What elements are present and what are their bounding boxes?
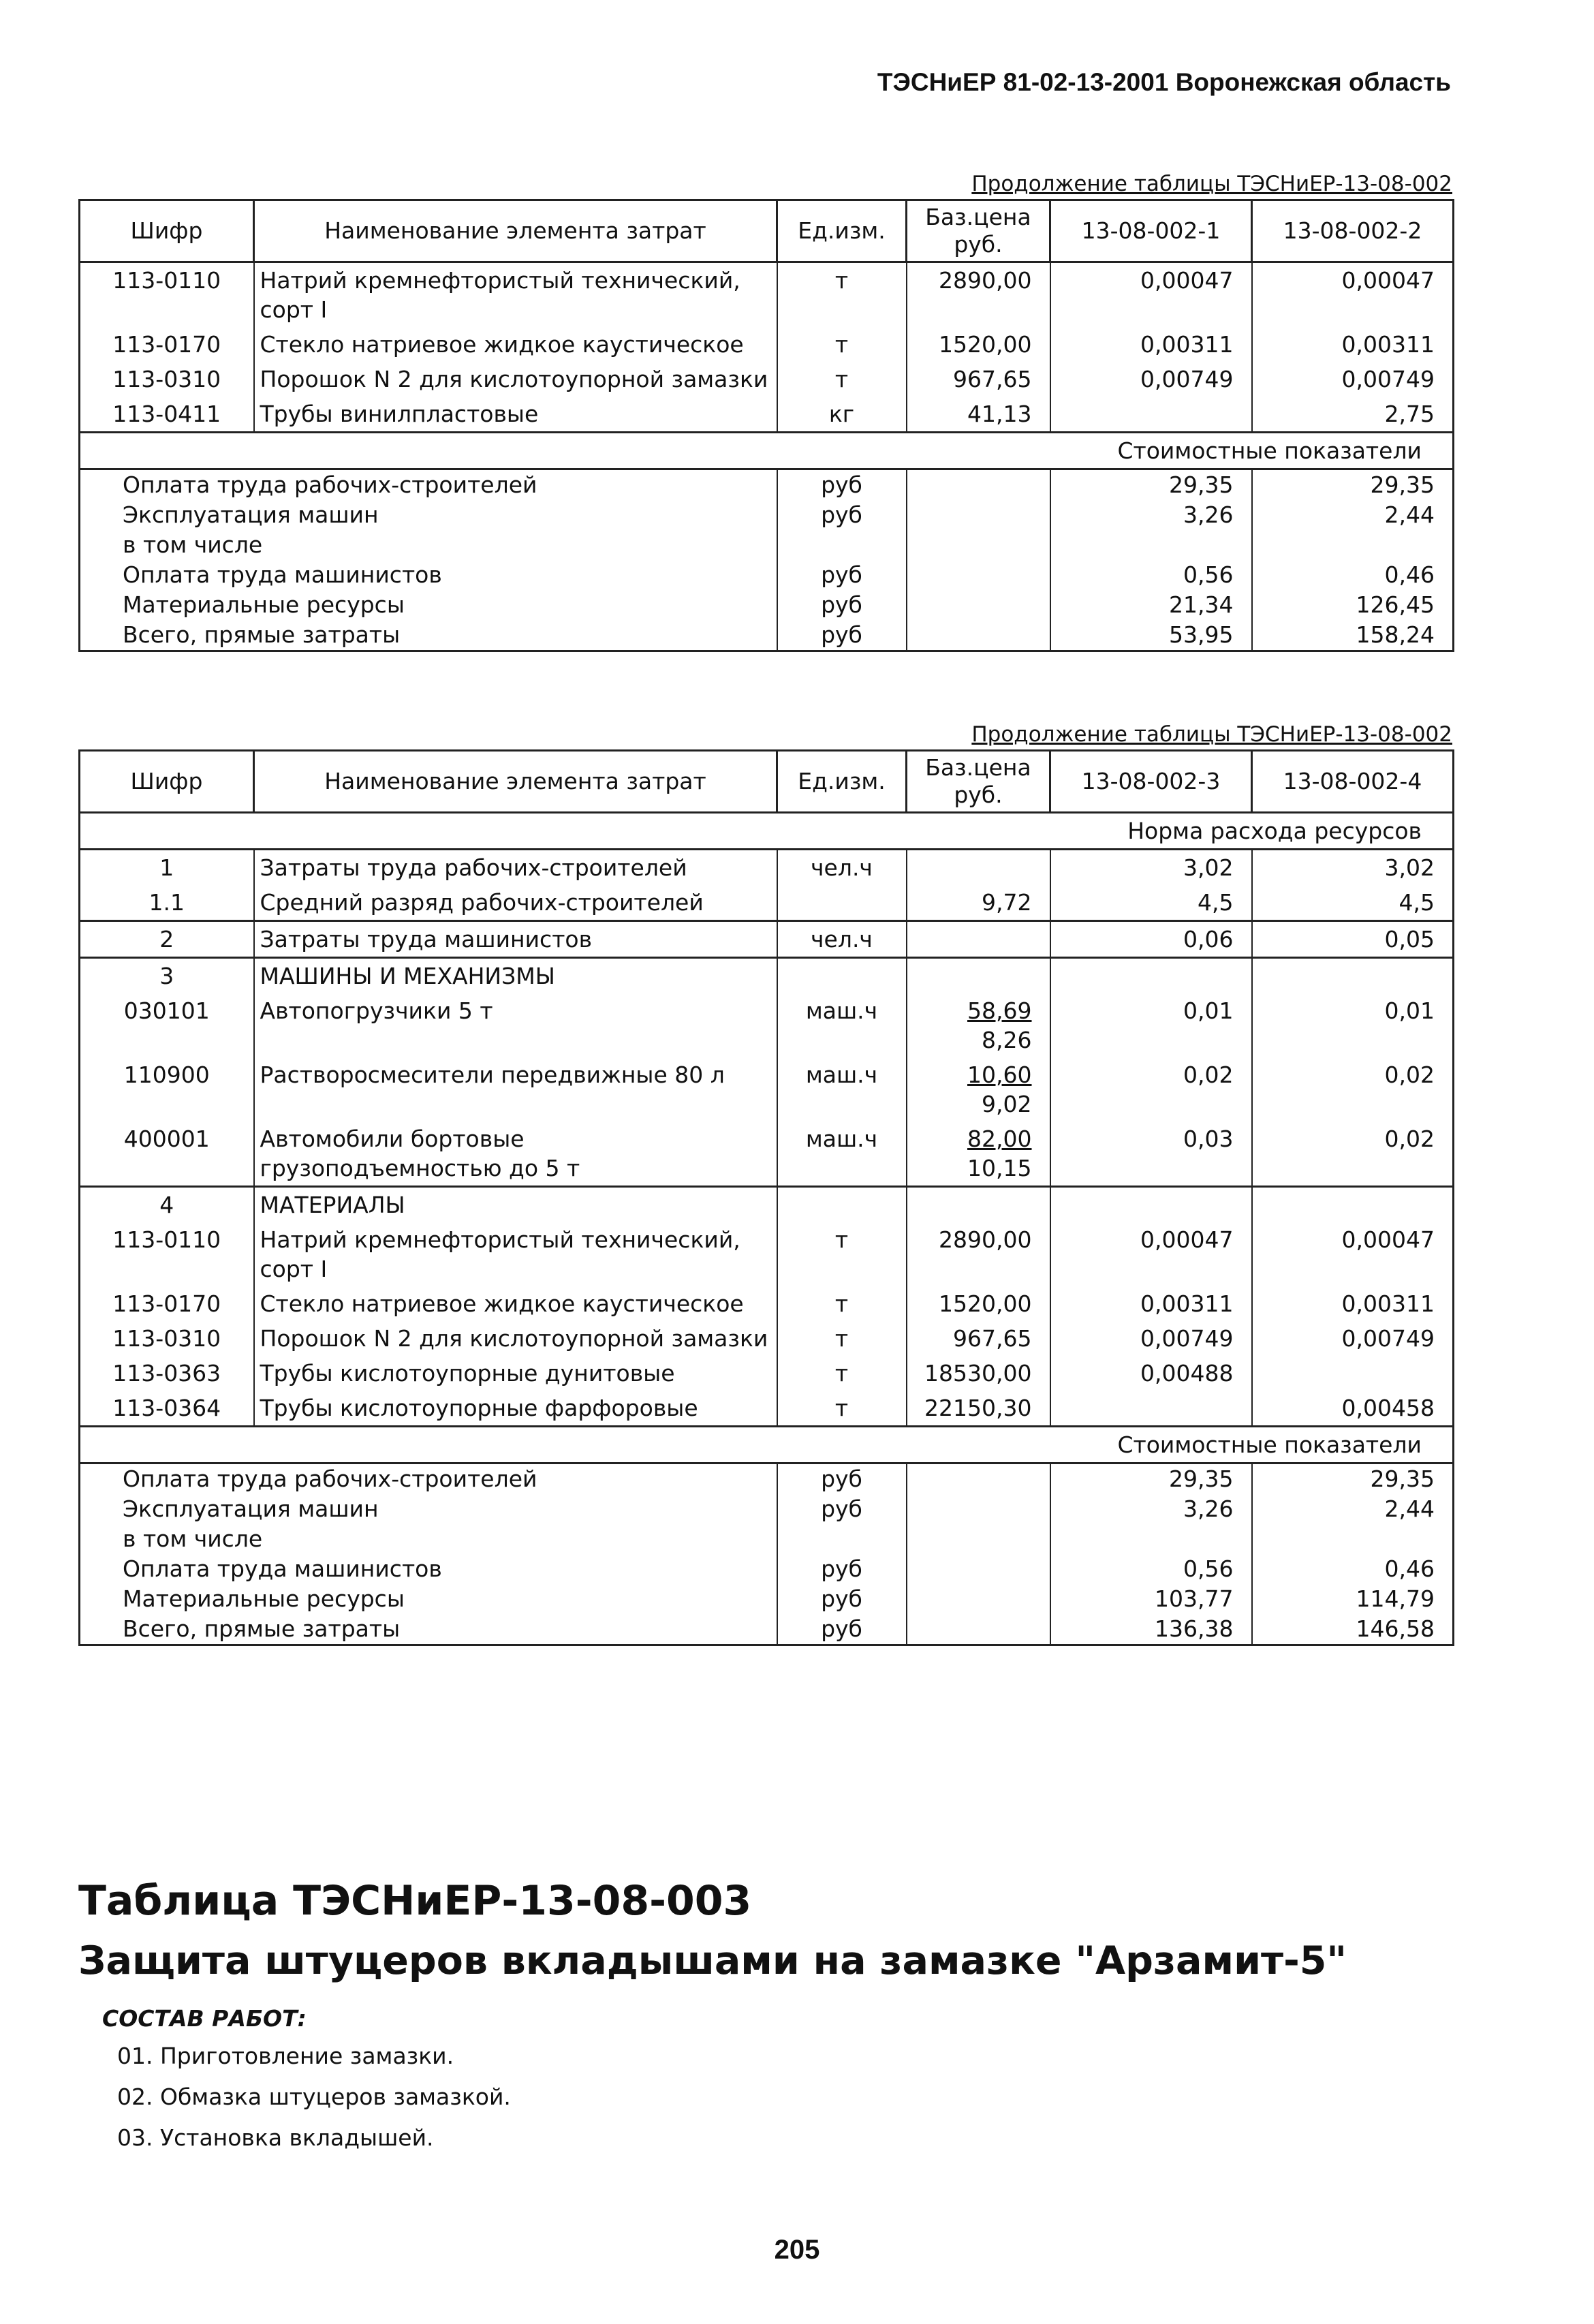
table-row — [80, 1121, 1454, 1187]
cell-code: 113-0363 — [112, 1360, 221, 1386]
column-header-unit: Ед.изм. — [777, 200, 907, 262]
cell-cost-label: Оплата труда рабочих-строителей — [123, 1466, 537, 1492]
cell-code: 400001 — [123, 1126, 210, 1152]
table-row — [80, 850, 1454, 886]
cell-name: МАТЕРИАЛЫ — [254, 1187, 777, 1223]
cell-price — [907, 530, 1050, 560]
cell-name: Натрий кремнефтористый технический, сорт I — [254, 1222, 777, 1286]
cell-unit: т — [777, 262, 907, 328]
cell-unit: маш.ч — [777, 1057, 907, 1121]
norm-heading — [80, 813, 1454, 850]
cell-code: 1 — [159, 854, 174, 881]
cell-unit — [777, 1524, 907, 1554]
cell-price: 22150,30 — [907, 1391, 1050, 1427]
cell-cost-a: 3,26 — [1050, 500, 1252, 530]
table-row — [80, 1391, 1454, 1427]
cell-norm-b — [1252, 1187, 1454, 1223]
cell-norm-a: 0,00311 — [1050, 1286, 1252, 1321]
cell-unit — [777, 958, 907, 994]
cell-norm-b: 0,00047 — [1252, 262, 1454, 328]
cell-name: Автомобили бортовые грузоподъемностью до 5 т — [254, 1121, 777, 1187]
column-header-norm-a: 13-08-002-1 — [1050, 200, 1252, 262]
cell-norm-a: 0,00488 — [1050, 1356, 1252, 1391]
cell-cost-a: 21,34 — [1050, 590, 1252, 620]
works-list-item: 01. Приготовление замазки. — [117, 2043, 454, 2069]
column-header-unit: Ед.изм. — [777, 751, 907, 813]
cell-price: 9,72 — [907, 885, 1050, 921]
cell-norm-b: 4,5 — [1252, 885, 1454, 921]
cell-price: 967,65 — [907, 362, 1050, 397]
cell-cost-b: 126,45 — [1252, 590, 1454, 620]
cell-price: 1520,00 — [907, 1286, 1050, 1321]
cell-norm-a: 4,5 — [1050, 885, 1252, 921]
cell-norm-a — [1050, 1391, 1252, 1427]
cell-cost-a: 53,95 — [1050, 620, 1252, 651]
table-row — [80, 397, 1454, 433]
cell-norm-a: 0,00749 — [1050, 1321, 1252, 1356]
cell-cost-label: в том числе — [123, 531, 263, 558]
table-row — [80, 885, 1454, 921]
works-list — [117, 2036, 511, 2158]
cell-unit: руб — [777, 1463, 907, 1495]
cell-unit: руб — [777, 560, 907, 590]
cell-unit: руб — [777, 1584, 907, 1614]
cost-row — [80, 500, 1454, 530]
cell-cost-b: 0,46 — [1252, 1554, 1454, 1584]
cell-unit: т — [777, 1391, 907, 1427]
cell-unit: маш.ч — [777, 1121, 907, 1187]
works-list-item: 02. Обмазка штуцеров замазкой. — [117, 2083, 511, 2110]
table-13-08-002-part1 — [78, 199, 1454, 652]
cell-cost-label: Материальные ресурсы — [123, 1585, 405, 1612]
cost-row — [80, 1524, 1454, 1554]
cell-name: Стекло натриевое жидкое каустическое — [254, 1286, 777, 1321]
works-composition-title: СОСТАВ РАБОТ: — [102, 2005, 307, 2032]
cost-heading-label: Стоимостные показатели — [80, 433, 1454, 469]
cell-code: 113-0411 — [112, 401, 221, 427]
cell-unit: руб — [777, 590, 907, 620]
cell-norm-b: 0,00458 — [1252, 1391, 1454, 1427]
cell-name: Натрий кремнефтористый технический, сорт I — [254, 262, 777, 328]
cell-price — [907, 1187, 1050, 1223]
cell-cost-b: 29,35 — [1252, 469, 1454, 501]
cell-code: 113-0110 — [112, 267, 221, 294]
table-header-row — [80, 751, 1454, 813]
cell-cost-b: 0,46 — [1252, 560, 1454, 590]
table-row — [80, 1222, 1454, 1286]
column-header-name: Наименование элемента затрат — [254, 751, 777, 813]
column-header-name: Наименование элемента затрат — [254, 200, 777, 262]
works-list-item: 03. Установка вкладышей. — [117, 2124, 434, 2151]
page-number: 205 — [774, 2235, 820, 2265]
cell-norm-b: 2,75 — [1252, 397, 1454, 433]
cost-heading — [80, 433, 1454, 469]
cell-cost-label: Оплата труда рабочих-строителей — [123, 471, 537, 498]
section-table-subtitle: Защита штуцеров вкладышами на замазке "Арзамит-5" — [78, 1938, 1347, 1983]
cell-cost-b — [1252, 1524, 1454, 1554]
table-row — [80, 1286, 1454, 1321]
cell-code: 2 — [159, 926, 174, 952]
cell-norm-b: 0,02 — [1252, 1121, 1454, 1187]
cell-name: Средний разряд рабочих-строителей — [254, 885, 777, 921]
cost-row — [80, 1614, 1454, 1645]
column-header-norm-b: 13-08-002-4 — [1252, 751, 1454, 813]
cell-name: Трубы кислотоупорные дунитовые — [254, 1356, 777, 1391]
table-13-08-002-part2 — [78, 749, 1454, 1646]
cell-price — [907, 1614, 1050, 1645]
cell-unit: руб — [777, 620, 907, 651]
cell-unit: т — [777, 1321, 907, 1356]
cell-norm-b: 0,00749 — [1252, 1321, 1454, 1356]
cell-code: 113-0310 — [112, 366, 221, 392]
cell-cost-b: 2,44 — [1252, 500, 1454, 530]
cell-name: Порошок N 2 для кислотоупорной замазки — [254, 362, 777, 397]
cell-norm-a: 3,02 — [1050, 850, 1252, 886]
cell-code: 113-0310 — [112, 1325, 221, 1352]
cell-price: 967,65 — [907, 1321, 1050, 1356]
cell-norm-a: 0,00311 — [1050, 327, 1252, 362]
cell-cost-a — [1050, 530, 1252, 560]
cost-row — [80, 1463, 1454, 1495]
cell-code: 110900 — [123, 1062, 210, 1088]
cell-unit: кг — [777, 397, 907, 433]
cell-price — [907, 921, 1050, 958]
cost-row — [80, 1494, 1454, 1524]
cell-norm-b: 3,02 — [1252, 850, 1454, 886]
cell-unit: т — [777, 1286, 907, 1321]
cell-norm-b: 0,02 — [1252, 1057, 1454, 1121]
cell-code: 4 — [159, 1192, 174, 1218]
column-header-price: Баз.цена руб. — [907, 751, 1050, 813]
column-header-code: Шифр — [80, 751, 254, 813]
cell-name: МАШИНЫ И МЕХАНИЗМЫ — [254, 958, 777, 994]
cost-row — [80, 530, 1454, 560]
cell-cost-b: 146,58 — [1252, 1614, 1454, 1645]
table-row — [80, 1057, 1454, 1121]
cost-row — [80, 1584, 1454, 1614]
cell-norm-b: 0,00749 — [1252, 362, 1454, 397]
cell-cost-a: 0,56 — [1050, 1554, 1252, 1584]
cell-code: 030101 — [123, 997, 210, 1024]
cell-price: 2890,00 — [907, 262, 1050, 328]
table-row — [80, 1356, 1454, 1391]
cell-norm-b — [1252, 958, 1454, 994]
cell-price — [907, 620, 1050, 651]
cell-norm-a: 0,00749 — [1050, 362, 1252, 397]
materials-group-row — [80, 1187, 1454, 1223]
cell-price — [907, 1494, 1050, 1524]
cell-norm-a: 0,02 — [1050, 1057, 1252, 1121]
cell-code: 113-0110 — [112, 1226, 221, 1253]
cell-cost-label: в том числе — [123, 1525, 263, 1552]
cell-price — [907, 469, 1050, 501]
cell-price — [907, 1584, 1050, 1614]
cell-norm-b: 0,00311 — [1252, 1286, 1454, 1321]
cost-row — [80, 560, 1454, 590]
table-row — [80, 921, 1454, 958]
cell-price — [907, 500, 1050, 530]
cell-price: 10,60 9,02 — [907, 1057, 1050, 1121]
cell-price — [907, 1524, 1050, 1554]
cell-name: Трубы винилпластовые — [254, 397, 777, 433]
cell-price — [907, 1554, 1050, 1584]
cost-row — [80, 620, 1454, 651]
cell-cost-b — [1252, 530, 1454, 560]
cell-cost-a — [1050, 1524, 1252, 1554]
cell-cost-label: Эксплуатация машин — [123, 501, 379, 528]
cell-unit: т — [777, 362, 907, 397]
cost-row — [80, 469, 1454, 501]
cell-price: 58,69 8,26 — [907, 993, 1050, 1057]
cell-norm-b: 0,05 — [1252, 921, 1454, 958]
cell-price: 1520,00 — [907, 327, 1050, 362]
cell-unit: маш.ч — [777, 993, 907, 1057]
cell-name: Автопогрузчики 5 т — [254, 993, 777, 1057]
cell-cost-label: Всего, прямые затраты — [123, 1615, 401, 1642]
cell-cost-a: 29,35 — [1050, 1463, 1252, 1495]
column-header-code: Шифр — [80, 200, 254, 262]
cell-unit — [777, 1187, 907, 1223]
cell-unit — [777, 530, 907, 560]
cell-code: 113-0364 — [112, 1395, 221, 1421]
cell-norm-a — [1050, 958, 1252, 994]
cell-norm-a: 0,03 — [1050, 1121, 1252, 1187]
cell-cost-a: 103,77 — [1050, 1584, 1252, 1614]
document-header: ТЭСНиЕР 81-02-13-2001 Воронежская область — [877, 68, 1451, 96]
table-row — [80, 362, 1454, 397]
cell-price — [907, 590, 1050, 620]
cell-cost-b: 114,79 — [1252, 1584, 1454, 1614]
cost-row — [80, 1554, 1454, 1584]
cell-cost-b: 158,24 — [1252, 620, 1454, 651]
column-header-norm-a: 13-08-002-3 — [1050, 751, 1252, 813]
cell-price — [907, 560, 1050, 590]
cell-price: 2890,00 — [907, 1222, 1050, 1286]
cell-unit: т — [777, 1222, 907, 1286]
cell-name: Растворосмесители передвижные 80 л — [254, 1057, 777, 1121]
machines-group-row — [80, 958, 1454, 994]
cell-cost-label: Материальные ресурсы — [123, 591, 405, 618]
cell-norm-a — [1050, 397, 1252, 433]
cell-unit: руб — [777, 500, 907, 530]
cell-unit: т — [777, 1356, 907, 1391]
table-row — [80, 327, 1454, 362]
table-row — [80, 1321, 1454, 1356]
cell-norm-b: 0,00047 — [1252, 1222, 1454, 1286]
cost-heading — [80, 1427, 1454, 1463]
cell-unit: руб — [777, 1554, 907, 1584]
cell-cost-a: 29,35 — [1050, 469, 1252, 501]
table1-caption: Продолжение таблицы ТЭСНиЕР-13-08-002 — [971, 172, 1452, 196]
cell-unit: чел.ч — [777, 921, 907, 958]
cell-unit: руб — [777, 1614, 907, 1645]
cell-name: Порошок N 2 для кислотоупорной замазки — [254, 1321, 777, 1356]
cell-unit: руб — [777, 469, 907, 501]
section-table-title: Таблица ТЭСНиЕР-13-08-003 — [78, 1877, 752, 1925]
cell-name: Затраты труда рабочих-строителей — [254, 850, 777, 886]
cell-norm-a: 0,00047 — [1050, 1222, 1252, 1286]
cell-norm-b: 0,00311 — [1252, 327, 1454, 362]
cell-code: 113-0170 — [112, 1290, 221, 1317]
cell-price: 82,00 10,15 — [907, 1121, 1050, 1187]
cell-unit — [777, 885, 907, 921]
column-header-norm-b: 13-08-002-2 — [1252, 200, 1454, 262]
cell-norm-b: 0,01 — [1252, 993, 1454, 1057]
table2-caption: Продолжение таблицы ТЭСНиЕР-13-08-002 — [971, 722, 1452, 747]
cell-cost-a: 136,38 — [1050, 1614, 1252, 1645]
cell-cost-label: Эксплуатация машин — [123, 1496, 379, 1522]
cell-norm-a: 0,06 — [1050, 921, 1252, 958]
cell-code: 113-0170 — [112, 331, 221, 358]
cell-name: Трубы кислотоупорные фарфоровые — [254, 1391, 777, 1427]
cell-unit: чел.ч — [777, 850, 907, 886]
table-row — [80, 262, 1454, 328]
cell-code: 1.1 — [149, 889, 185, 916]
cell-norm-b — [1252, 1356, 1454, 1391]
cell-price: 41,13 — [907, 397, 1050, 433]
column-header-price: Баз.цена руб. — [907, 200, 1050, 262]
cell-price — [907, 850, 1050, 886]
cell-price: 18530,00 — [907, 1356, 1050, 1391]
cost-heading-label: Стоимостные показатели — [80, 1427, 1454, 1463]
cell-norm-a — [1050, 1187, 1252, 1223]
cell-cost-label: Оплата труда машинистов — [123, 1555, 442, 1582]
cell-cost-a: 0,56 — [1050, 560, 1252, 590]
table-header-row — [80, 200, 1454, 262]
cell-price — [907, 1463, 1050, 1495]
cell-cost-label: Оплата труда машинистов — [123, 561, 442, 588]
cell-cost-a: 3,26 — [1050, 1494, 1252, 1524]
cell-cost-label: Всего, прямые затраты — [123, 621, 401, 648]
cell-cost-b: 29,35 — [1252, 1463, 1454, 1495]
table-row — [80, 993, 1454, 1057]
cell-name: Стекло натриевое жидкое каустическое — [254, 327, 777, 362]
cell-norm-a: 0,00047 — [1050, 262, 1252, 328]
cell-price — [907, 958, 1050, 994]
cell-unit: т — [777, 327, 907, 362]
cell-code: 3 — [159, 963, 174, 989]
norm-heading-label: Норма расхода ресурсов — [80, 813, 1454, 850]
cell-unit: руб — [777, 1494, 907, 1524]
cell-norm-a: 0,01 — [1050, 993, 1252, 1057]
cell-name: Затраты труда машинистов — [254, 921, 777, 958]
cost-row — [80, 590, 1454, 620]
cell-cost-b: 2,44 — [1252, 1494, 1454, 1524]
